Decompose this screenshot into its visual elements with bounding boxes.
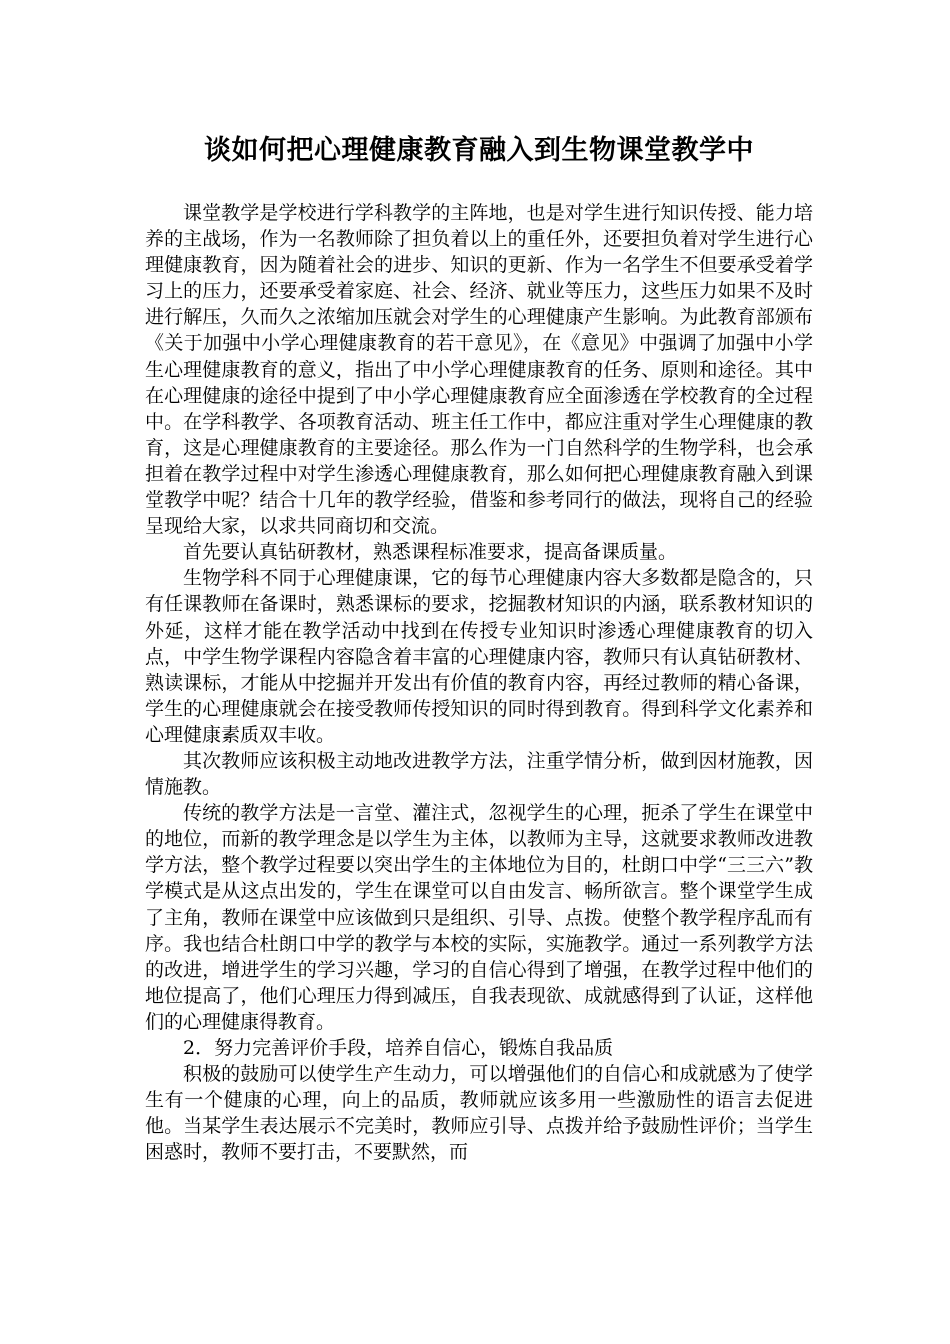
paragraph-point-2-body: 传统的教学方法是一言堂、灌注式，忽视学生的心理，扼杀了学生在课堂中的地位，而新的教学理念是以学生为主体，以教师为主导，这就要求教师改进教学方法，整个教学过程要以突出学生的主体地位为目的，杜朗口中学“三三六”教学模式是从这点出发的，学生在课堂可以自由发言、畅所欲言。整个课堂学生成了主角，教师在课堂中应该做到只是组织、引导、点拨。使整个教学程序乱而有序。我也结合杜朗口中学的教学与本校的实际，实施教学。通过一系列教学方法的改进，增进学生的学习兴趣，学习的自信心得到了增强，在教学过程中他们的地位提高了，他们心理压力得到减压，自我表现欲、成就感得到了认证，这样他们的心理健康得教育。: [145, 802, 813, 1033]
paragraph-intro: 课堂教学是学校进行学科教学的主阵地，也是对学生进行知识传授、能力培养的主战场，作为一名教师除了担负着以上的重任外，还要担负着对学生进行心理健康教育，因为随着社会的进步、知识的更新、作为一名学生不但要承受着学习上的压力，还要承受着家庭、社会、经济、就业等压力，这些压力如果不及时进行解压，久而久之浓缩加压就会对学生的心理健康产生影响。为此教育部颁布《关于加强中小学心理健康教育的若干意见》，在《意见》中强调了加强中小学生心理健康教育的意义，指出了中小学心理健康教育的任务、原则和途径。其中在心理健康的途径中提到了中小学心理健康教育应全面渗透在学校教育的全过程中。在学科教学、各项教育活动、班主任工作中，都应注重对学生心理健康的教育，这是心理健康教育的主要途径。那么作为一门自然科学的生物学科，也会承担着在教学过程中对学生渗透心理健康教育，那么如何把心理健康教育融入到课堂教学中呢？结合十几年的教学经验，借鉴和参考同行的做法，现将自己的经验呈现给大家，以求共同商切和交流。: [145, 202, 813, 538]
paragraph-point-1: 首先要认真钻研教材，熟悉课程标准要求，提高备课质量。: [183, 541, 678, 564]
paragraph-point-3-body: 积极的鼓励可以使学生产生动力，可以增强他们的自信心和成就感为了使学生有一个健康的心理，向上的品质，教师就应该多用一些激励性的语言去促进他。当某学生表达展示不完美时，教师应引导、点拨并给予鼓励性评价；当学生困惑时，教师不要打击，不要默然，而: [145, 1063, 813, 1164]
document-page: [145, 128, 813, 1165]
paragraph-point-3: 2．努力完善评价手段，培养自信心，锻炼自我品质: [183, 1037, 614, 1059]
document-title: 谈如何把心理健康教育融入到生物课堂教学中: [204, 135, 754, 166]
paragraph-point-2: 其次教师应该积极主动地改进教学方法，注重学情分析，做到因材施教，因情施教。: [145, 749, 813, 799]
paragraph-point-1-body: 生物学科不同于心理健康课，它的每节心理健康内容大多数都是隐含的，只有任课教师在备课时，熟悉课标的要求，挖掘教材知识的内涵，联系教材知识的外延，这样才能在教学活动中找到在传授专业知识时渗透心理健康教育的切入点，中学生物学课程内容隐含着丰富的心理健康内容，教师只有认真钻研教材、熟读课标，才能从中挖掘并开发出有价值的教育内容，再经过教师的精心备课，学生的心理健康就会在接受教师传授知识的同时得到教育。得到科学文化素养和心理健康素质双丰收。: [145, 567, 813, 746]
